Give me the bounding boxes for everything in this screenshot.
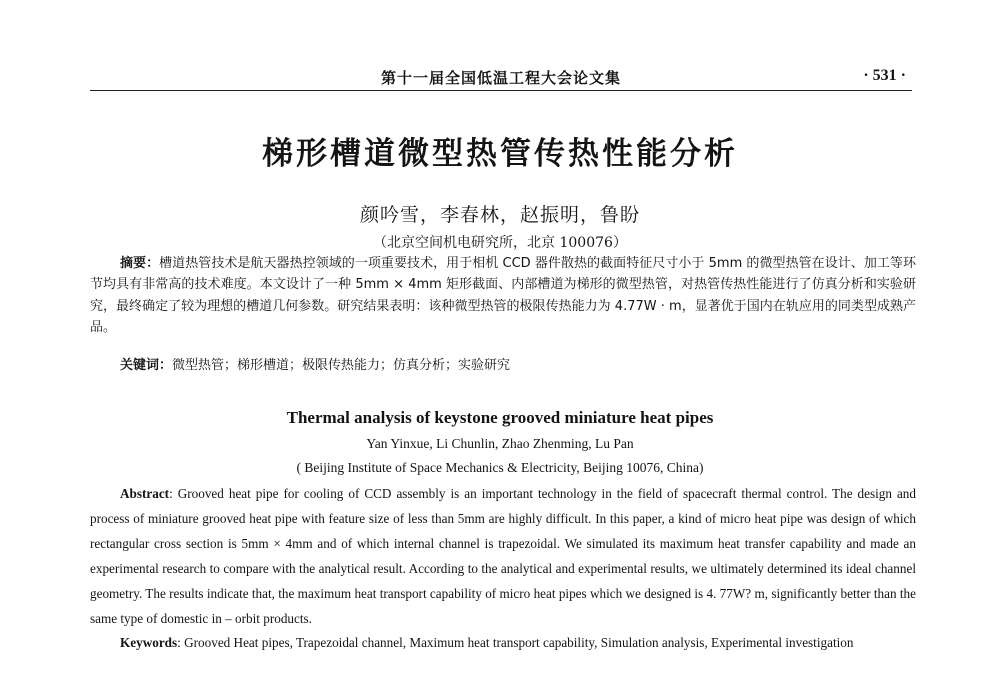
abstract-zh-label: 摘要：	[120, 256, 160, 271]
page-number: · 531 ·	[863, 67, 906, 84]
keywords-zh-text: 微型热管；梯形槽道；极限传热能力；仿真分析；实验研究	[172, 358, 511, 373]
abstract-en	[90, 481, 916, 631]
abstract-en-text: : Grooved heat pipe for cooling of CCD assembly is an important technology in the field of spacecraft thermal control. The design and process of miniature grooved heat pipe with feature size of less than 5mm are highly difficult. In this paper, a kind of micro heat pipe was design of which rectangular cross section is 5mm × 4mm and of which internal channel is trapezoidal. We simulated its maximum heat transfer capability and made an experimental research to compare with the analytical result. According to the analytical and experimental results, we ultimately determined its ideal channel geometry. The results indicate that, the maximum heat transport capability of micro heat pipes which we designed is 4. 77W? m, significantly better than the same type of domestic in – orbit products.	[90, 486, 916, 626]
title-zh: 梯形槽道微型热管传热性能分析	[262, 136, 738, 172]
keywords-en	[90, 630, 916, 655]
running-head	[90, 67, 912, 89]
abstract-en-label: Abstract	[120, 486, 170, 501]
affiliation-zh: （北京空间机电研究所，北京 100076）	[373, 235, 627, 251]
abstract-zh-text: 槽道热管技术是航天器热控领域的一项重要技术，用于相机 CCD 器件散热的截面特征尺寸小于 5mm 的微型热管在设计、加工等环节均具有非常高的技术难度。本文设计了一种 5mm × 4mm 矩形截面、内部槽道为梯形的微型热管，对热管传热性能进行了仿真分析和实验研究，最终确定了较为理想的槽道几何参数。研究结果表明：该种微型热管的极限传热能力为 4.77W · m，显著优于国内在轨应用的同类型成熟产品。	[90, 256, 916, 335]
authors-zh: 颜吟雪，李春林，赵振明，鲁盼	[359, 204, 640, 226]
proceedings-title: 第十一届全国低温工程大会论文集	[380, 69, 621, 87]
abstract-zh	[90, 253, 916, 338]
authors-en: Yan Yinxue, Li Chunlin, Zhao Zhenming, Lu Pan	[366, 436, 634, 451]
keywords-en-label: Keywords	[120, 635, 178, 650]
keywords-en-text: : Grooved Heat pipes, Trapezoidal channel, Maximum heat transport capability, Simulation analysis, Experimental investigation	[177, 635, 854, 650]
keywords-zh-label: 关键词：	[120, 358, 173, 373]
header-rule	[90, 90, 912, 91]
keywords-zh	[120, 355, 916, 376]
affiliation-en: ( Beijing Institute of Space Mechanics & Electricity, Beijing 10076, China)	[296, 460, 704, 475]
title-en: Thermal analysis of keystone grooved miniature heat pipes	[286, 408, 714, 427]
